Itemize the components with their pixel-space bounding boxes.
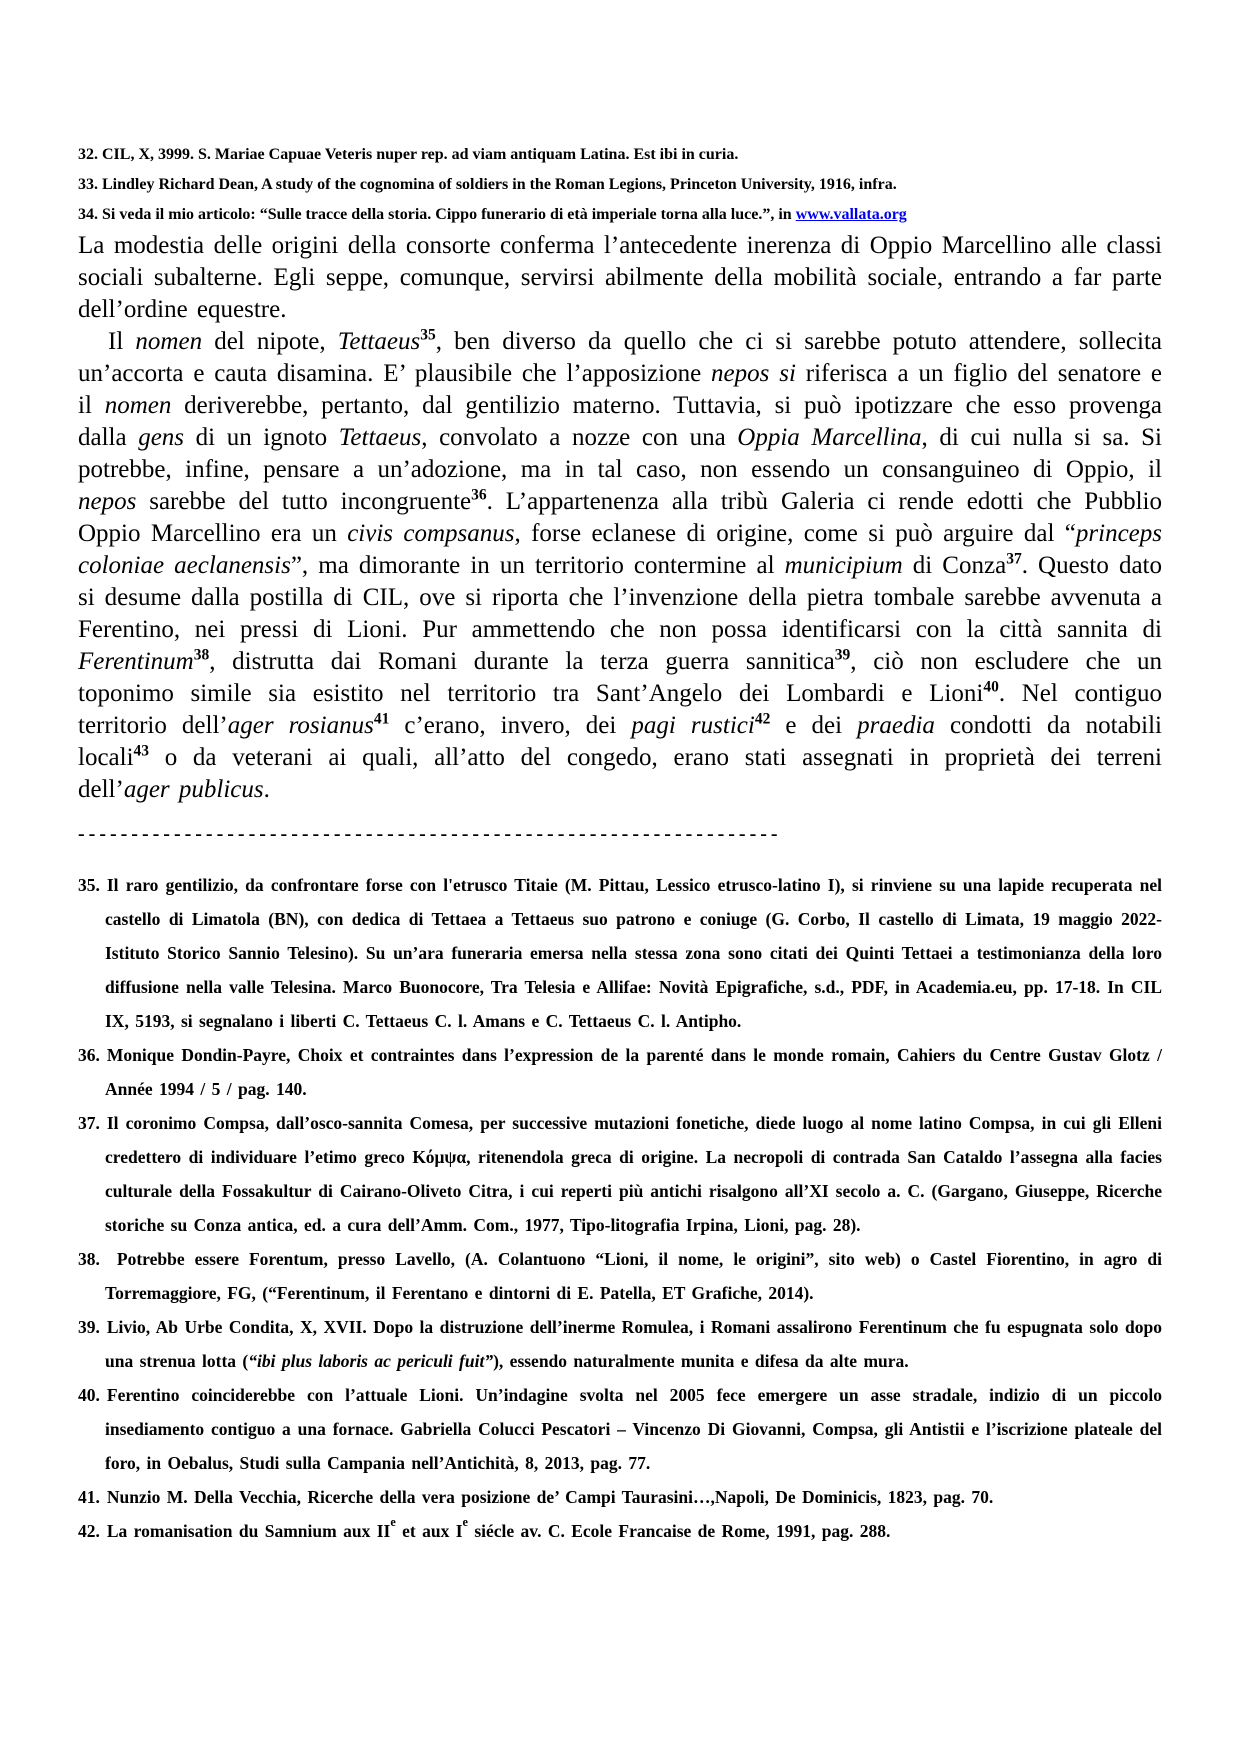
footnote-37 <box>78 1106 1162 1242</box>
footnote-text <box>105 1113 1162 1235</box>
footnote-41 <box>78 1480 1162 1514</box>
text-run: di Conza <box>902 552 1007 579</box>
text-run: , ben diverso da quello che ci si sarebbe potuto attendere, sollecita un’accorta e cauta disamina. E’ plausibile che l’apposizione <box>78 328 1162 387</box>
text-run: , ciò non escludere che un toponimo simile sia esistito nel territorio tra Sant’Angelo dei Lombardi e Lioni <box>78 648 1163 707</box>
text-run: deriverebbe, pertanto, dal gentilizio materno. Tuttavia, si può ipotizzare che esso provenga dalla <box>78 392 1162 451</box>
text-run: Il <box>108 328 136 355</box>
text-run: nomen <box>104 392 172 419</box>
footnote-text <box>105 1385 1162 1473</box>
text-run: Il coronimo Compsa, dall’osco-sannita Comesa, per successive mutazioni fonetiche, diede luogo al nome latino Compsa, in cui gli Elleni credettero di individuare l’etimo greco Κόμψα, ritenendola greca di origine. La necropoli di contrada San Cataldo l’assegna alla facies culturale della Fossakultur di Cairano-Oliveto Citra, i cui reperti più antichi risalgono all’XI secolo a. C. (Gargano, Giuseppe, Ricerche storiche su Conza antica, ed. a cura dell’Amm. Com., 1977, Tipo-litografia Irpina, Lioni, pag. 28). <box>105 1113 1162 1235</box>
text-run: , distrutta dai Romani durante la terza guerra sannitica <box>209 648 835 675</box>
text-run: . <box>263 776 270 803</box>
text-run: civis compsanus <box>347 520 515 547</box>
text-run: Livio, Ab Urbe Condita, X, XVII. Dopo la distruzione dell’inerme Romulea, i Romani assalirono Ferentinum che fu espugnata solo dopo una strenua lotta ( <box>105 1317 1162 1371</box>
text-run: Oppia Marcellina <box>737 424 922 451</box>
footnote-33 <box>78 170 1162 200</box>
footnote-40 <box>78 1378 1162 1480</box>
text-run: del nipote, <box>202 328 338 355</box>
footnote-ref: 43 <box>133 742 150 760</box>
text-run: Potrebbe essere Forentum, presso Lavello, (A. Colantuono “Lioni, il nome, le origini”, sito web) o Castel Fiorentino, in agro di Torremaggiore, FG, (“Ferentinum, il Ferentano e dintorni di E. Patella, ET Grafiche, 2014). <box>105 1249 1162 1303</box>
footnote-ref: 36 <box>471 486 487 504</box>
text-run: Tettaeus <box>337 328 421 355</box>
text-run: princeps coloniae aeclanensis <box>78 520 1162 579</box>
footnote-number: 35. <box>78 875 100 895</box>
text-run: municipium <box>784 552 903 579</box>
footnote-number: 38. <box>78 1249 100 1269</box>
text-run: nepos <box>78 488 137 515</box>
text-run: ), essendo naturalmente munita e difesa da alte mura. <box>493 1351 909 1371</box>
text-run: 34. Si veda il mio articolo: “Sulle tracce della storia. Cippo funerario di età imperiale torna alla luce.”, in <box>78 206 796 223</box>
text-run: o da veterani ai quali, all’atto del congedo, erano stati assegnati in proprietà dei terreni dell’ <box>78 744 1162 803</box>
footnote-ref: 42 <box>754 710 771 728</box>
footnote-number: 40. <box>78 1385 100 1405</box>
text-run: sarebbe del tutto incongruente <box>136 488 472 515</box>
footnote-39 <box>78 1310 1162 1378</box>
text-run: La modestia delle origini della consorte conferma l’antecedente inerenza di Oppio Marcellino alle classi sociali subalterne. Egli seppe, comunque, servirsi abilmente della mobilità sociale, entrando a far parte dell’ordine equestre. <box>78 232 1162 323</box>
footnote-separator: ------------------------------------------------------------------ <box>78 824 782 844</box>
text-run: e dei <box>770 712 858 739</box>
footnote-36 <box>78 1038 1162 1106</box>
vallata-org-link[interactable]: www.vallata.org <box>795 206 907 223</box>
footnote-text <box>105 1249 1162 1303</box>
footnote-text <box>107 1487 993 1507</box>
footnote-number: 41. <box>78 1487 100 1507</box>
footnote-32 <box>78 140 1162 170</box>
footnote-number: 37. <box>78 1113 100 1133</box>
footnote-text <box>105 875 1162 1031</box>
text-run: riferisca a un figlio del senatore e il <box>78 360 1163 419</box>
footnote-42 <box>78 1514 1162 1548</box>
text-run: nomen <box>135 328 203 355</box>
text-run: . Nel contiguo territorio dell’ <box>78 680 1162 739</box>
text-run: Ferentinum <box>78 648 194 675</box>
text-run: c’erano, invero, dei <box>389 712 632 739</box>
footnotes-block <box>78 868 1162 1548</box>
text-run: Nunzio M. Della Vecchia, Ricerche della vera posizione de’ Campi Taurasini…,Napoli, De Dominicis, 1823, pag. 70. <box>106 1487 994 1507</box>
text-run: di un ignoto <box>184 424 339 451</box>
text-run: , convolato a nozze con una <box>421 424 738 451</box>
footnote-ref: 41 <box>373 710 390 728</box>
footnote-35 <box>78 868 1162 1038</box>
text-run: 33. Lindley Richard Dean, A study of the cognomina of soldiers in the Roman Legions, Princeton University, 1916, infra. <box>78 176 897 193</box>
footnote-ref: 35 <box>420 326 436 344</box>
text-run: et aux I <box>395 1521 463 1541</box>
footnote-ref: 39 <box>834 646 851 664</box>
text-run: praedia <box>857 712 935 739</box>
footnote-text <box>105 1045 1162 1099</box>
body-text-block <box>78 230 1162 806</box>
footnote-number: 39. <box>78 1317 100 1337</box>
text-run: “ibi plus laboris ac periculi fuit” <box>248 1351 494 1371</box>
footnote-text <box>105 1317 1162 1371</box>
text-run: nepos si <box>711 360 796 387</box>
text-run: . L’appartenenza alla tribù Galeria ci rende edotti che Pubblio Oppio Marcellino era un <box>78 488 1162 547</box>
text-run: Ferentino coinciderebbe con l’attuale Lioni. Un’indagine svolta nel 2005 fece emergere un asse stradale, indizio di un piccolo insediamento contiguo a una fornace. Gabriella Colucci Pescatori – Vincenzo Di Giovanni, Compsa, gli Antistii e l’iscrizione plateale del foro, in Oebalus, Studi sulla Campania nell’Antichità, 8, 2013, pag. 77. <box>105 1385 1162 1473</box>
text-run: 32. CIL, X, 3999. S. Mariae Capuae Veteris nuper rep. ad viam antiquam Latina. Est ibi in curia. <box>78 146 739 163</box>
text-run: pagi rustici <box>631 712 755 739</box>
top-footnotes-block <box>78 140 1162 230</box>
text-run: Tettaeus <box>338 424 422 451</box>
text-run: Il raro gentilizio, da confrontare forse con l'etrusco Titaie (M. Pittau, Lessico etrusco-latino I), si rinviene su una lapide recuperata nel castello di Limatola (BN), con dedica di Tettaea a Tettaeus suo patrono e coniuge (G. Corbo, Il castello di Limata, 19 maggio 2022-Istituto Storico Sannio Telesino). Su un’ara funeraria emersa nella stessa zona sono citati dei Quinti Tettaei a testimonianza della loro diffusione nella valle Telesina. Marco Buonocore, Tra Telesia e Allifae: Novità Epigrafiche, s.d., PDF, in Academia.eu, pp. 17-18. In CIL IX, 5193, si segnalano i liberti C. Tettaeus C. l. Amans e C. Tettaeus C. l. Antipho. <box>105 875 1162 1031</box>
footnote-text <box>106 1514 891 1541</box>
footnote-ref: 38 <box>193 646 210 664</box>
paragraph-origins <box>78 230 1162 326</box>
footnote-ref: 37 <box>1006 550 1022 568</box>
footnote-ref: e <box>390 1514 396 1529</box>
footnote-ref: e <box>462 1514 468 1529</box>
text-run: condotti da notabili locali <box>78 712 1163 771</box>
footnote-38 <box>78 1242 1162 1310</box>
text-run: ager rosianus <box>227 712 374 739</box>
text-run: . Questo dato si desume dalla postilla di CIL, ove si riporta che l’invenzione della pietra tombale sarebbe avvenuta a Ferentino, nei pressi di Lioni. Pur ammettendo che non possa identificarsi con la città sannita di <box>78 552 1162 643</box>
text-run: , forse eclanese di origine, come si può arguire dal “ <box>514 520 1076 547</box>
text-run: gens <box>138 424 185 451</box>
footnote-number: 42. <box>78 1521 100 1541</box>
text-run: La romanisation du Samnium aux II <box>106 1521 391 1541</box>
footnote-34 <box>78 200 1162 230</box>
text-run: Monique Dondin-Payre, Choix et contraintes dans l’expression de la parenté dans le monde romain, Cahiers du Centre Gustav Glotz / Année 1994 / 5 / pag. 140. <box>105 1045 1162 1099</box>
footnote-number: 36. <box>78 1045 100 1065</box>
text-run: siécle av. C. Ecole Francaise de Rome, 1991, pag. 288. <box>467 1521 891 1541</box>
paragraph-nomen <box>78 326 1162 806</box>
text-run: ”, ma dimorante in un territorio contermine al <box>290 552 785 579</box>
footnote-ref: 40 <box>983 678 999 696</box>
text-run: , di cui nulla si sa. Si potrebbe, infine, pensare a un’adozione, ma in tal caso, non essendo un consanguineo di Oppio, il <box>78 424 1162 483</box>
text-run: ager publicus <box>123 776 264 803</box>
